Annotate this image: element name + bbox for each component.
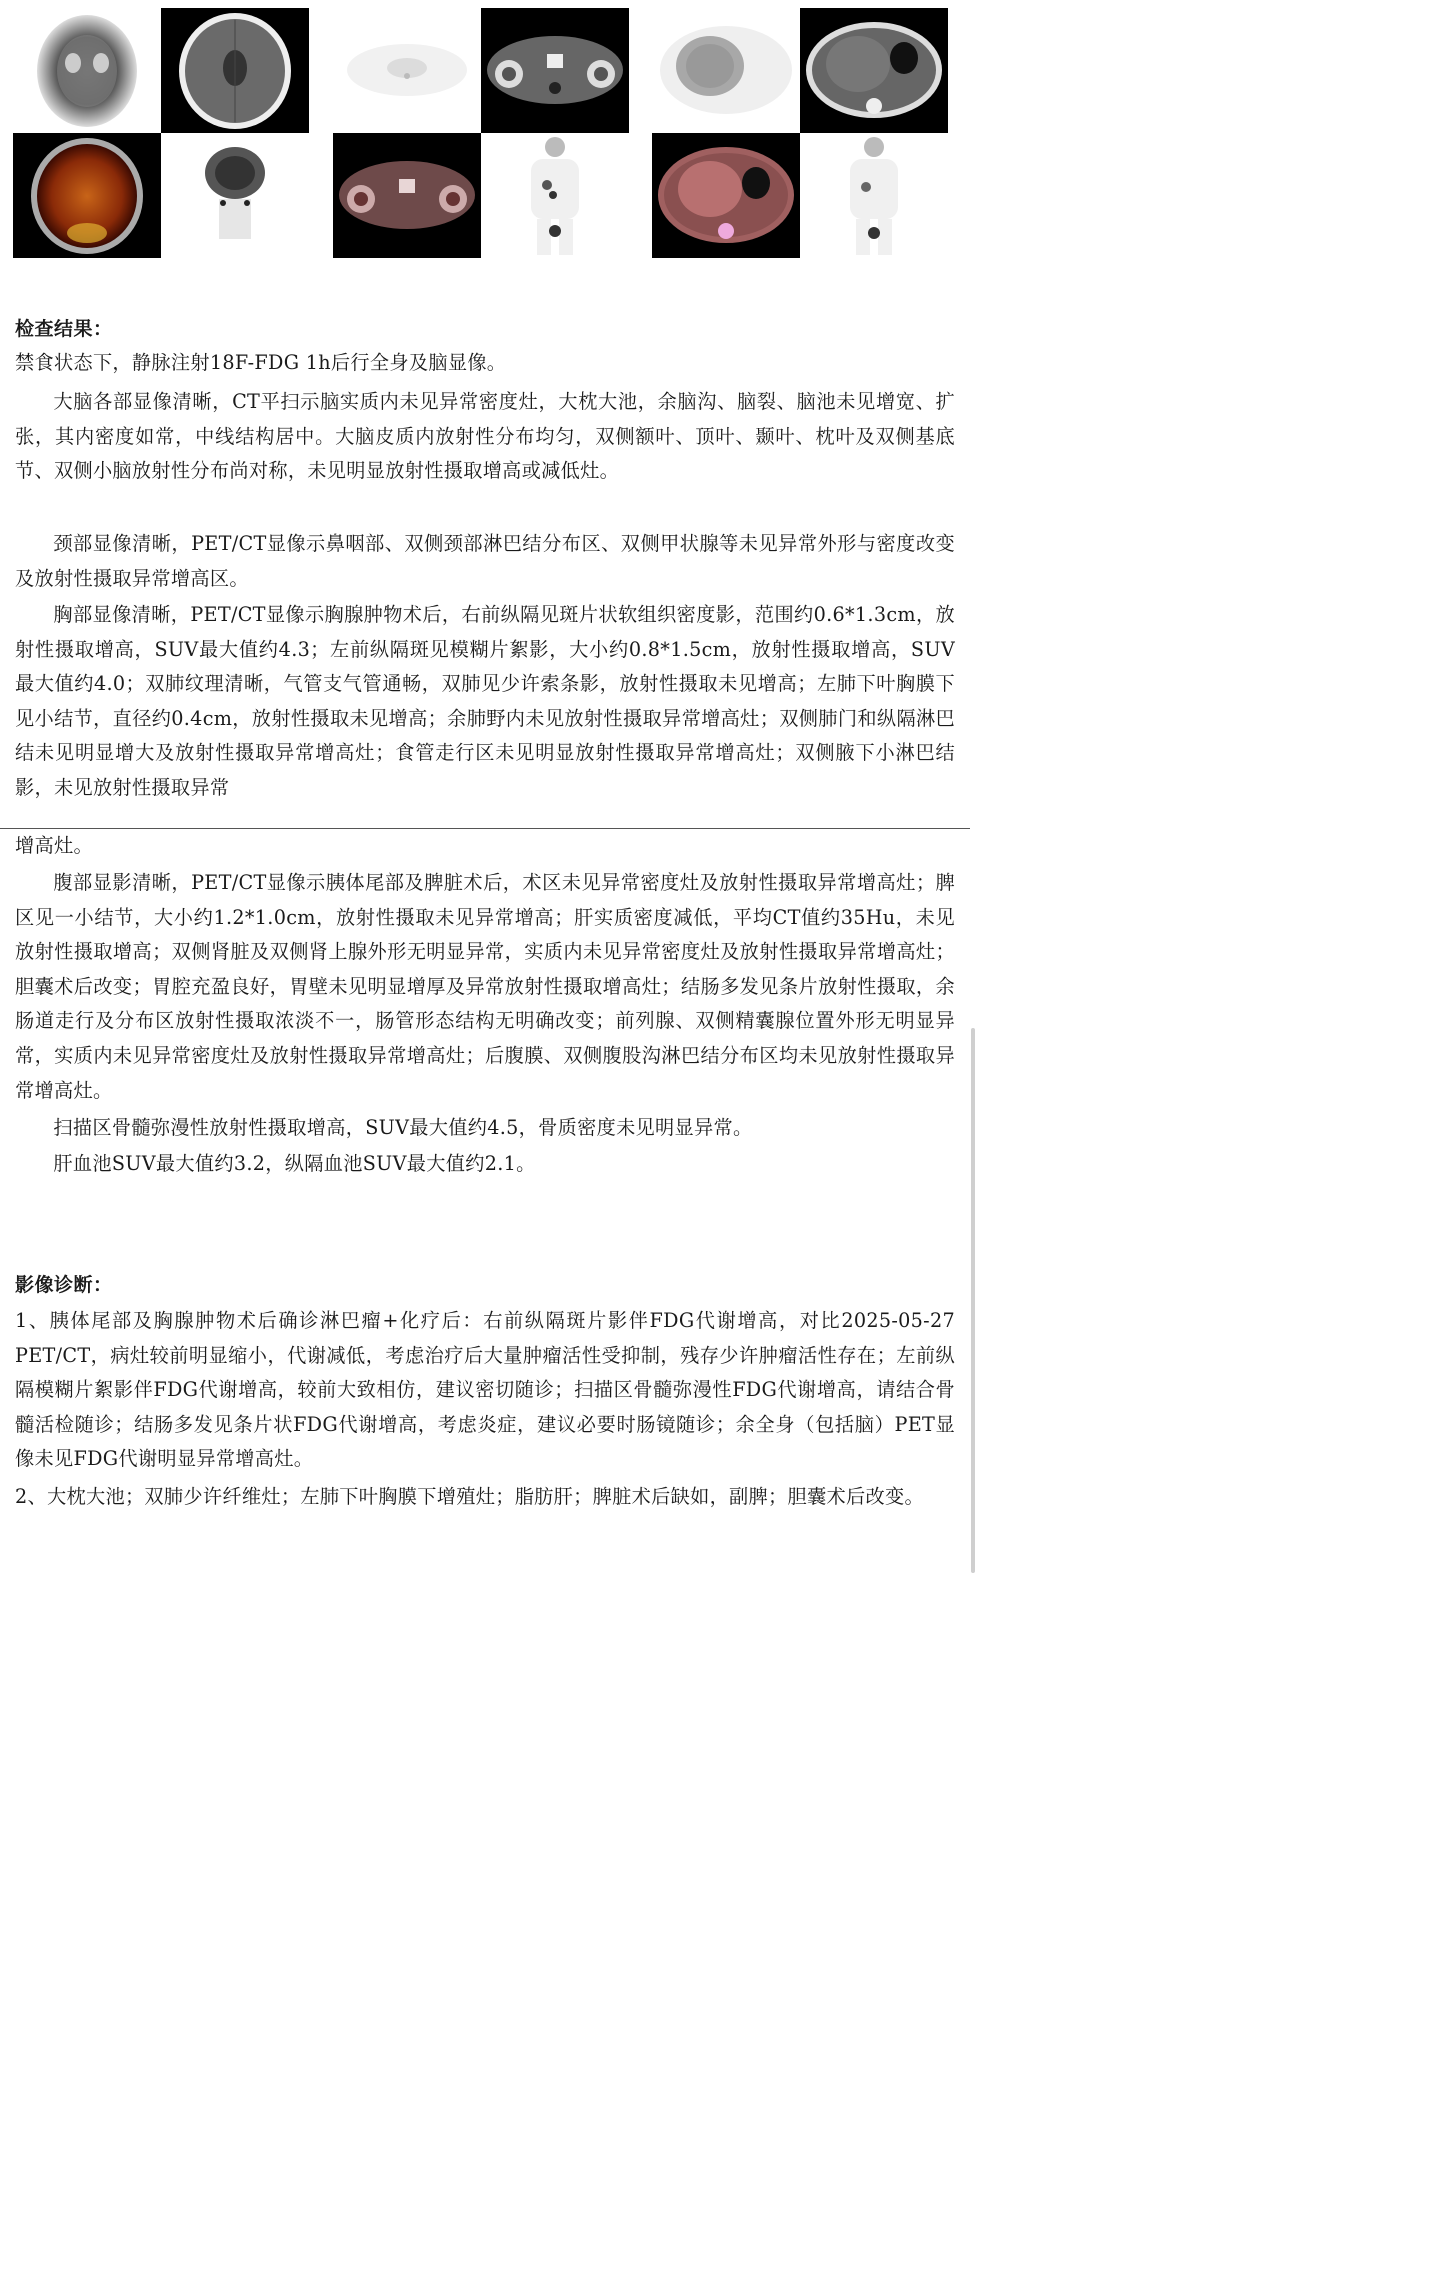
diagnosis-title: 影像诊断： [15,1274,113,1296]
scrollbar[interactable] [971,1028,975,1573]
abdomen-wholebody-mip-image [800,133,948,258]
neck-pet-ct-panel [333,8,629,258]
abdomen-ct-axial-image [800,8,948,133]
neck-ct-axial-image [481,8,629,133]
findings-chest-continued: 增高灶。 [15,834,93,857]
findings-brain: 大脑各部显像清晰，CT平扫示脑实质内未见异常密度灶，大枕大池，余脑沟、脑裂、脑池未见增宽、扩张，其内密度如常，中线结构居中。大脑皮质内放射性分布均匀，双侧额叶、顶叶、颞叶、枕叶及双侧基底节、双侧小脑放射性分布尚对称，未见明显放射性摄取增高或减低灶。 [15,390,955,483]
brain-ct-axial-image [161,8,309,133]
neck-pet-axial-image [333,8,481,133]
brain-fusion-axial-image [13,133,161,258]
findings-neck: 颈部显像清晰，PET/CT显像示鼻咽部、双侧颈部淋巴结分布区、双侧甲状腺等未见异常外形与密度改变及放射性摄取异常增高区。 [15,532,955,590]
brain-mip-coronal-image [161,133,309,258]
brain-pet-axial-image [13,8,161,133]
diagnosis-item-2: 2、大枕大池；双肺少许纤维灶；左肺下叶胸膜下增殖灶；脂肪肝；脾脏术后缺如，副脾；胆囊术后改变。 [15,1485,924,1508]
abdomen-pet-ct-panel [652,8,948,258]
findings-bone: 扫描区骨髓弥漫性放射性摄取增高，SUV最大值约4.5，骨质密度未见明显异常。 [53,1116,753,1139]
findings-intro: 禁食状态下，静脉注射18F-FDG 1h后行全身及脑显像。 [15,351,507,374]
findings-chest: 胸部显像清晰，PET/CT显像示胸腺肿物术后，右前纵隔见斑片状软组织密度影，范围约0.6*1.3cm，放射性摄取增高，SUV最大值约4.3；左前纵隔斑见模糊片絮影，大小约0.8*1.5cm，放射性摄取增高，SUV最大值约4.0；双肺纹理清晰，气管支气管通畅，双肺见少许索条影，放射性摄取未见增高；左肺下叶胸膜下见小结节，直径约0.4cm，放射性摄取未见增高；余肺野内未见放射性摄取异常增高灶；双侧肺门和纵隔淋巴结未见明显增大及放射性摄取异常增高灶；食管走行区未见明显放射性摄取异常增高灶；双侧腋下小淋巴结影，未见放射性摄取异常 [15,603,955,799]
abdomen-fusion-axial-image [652,133,800,258]
brain-pet-ct-panel [13,8,309,258]
neck-fusion-axial-image [333,133,481,258]
neck-wholebody-mip-image [481,133,629,258]
findings-abdomen: 腹部显影清晰，PET/CT显像示胰体尾部及脾脏术后，术区未见异常密度灶及放射性摄取异常增高灶；脾区见一小结节，大小约1.2*1.0cm，放射性摄取未见异常增高；肝实质密度减低，平均CT值约35Hu，未见放射性摄取增高；双侧肾脏及双侧肾上腺外形无明显异常，实质内未见异常密度灶及放射性摄取异常增高灶；胆囊术后改变；胃腔充盈良好，胃壁未见明显增厚及异常放射性摄取增高灶；结肠多发见条片放射性摄取，余肠道走行及分布区放射性摄取浓淡不一，肠管形态结构无明确改变；前列腺、双侧精囊腺位置外形无明显异常，实质内未见异常密度灶及放射性摄取异常增高灶；后腹膜、双侧腹股沟淋巴结分布区均未见放射性摄取异常增高灶。 [15,871,955,1102]
findings-blood-pool: 肝血池SUV最大值约3.2，纵隔血池SUV最大值约2.1。 [53,1152,536,1175]
abdomen-pet-axial-image [652,8,800,133]
diagnosis-item-1: 1、胰体尾部及胸腺肿物术后确诊淋巴瘤+化疗后：右前纵隔斑片影伴FDG代谢增高，对比2025-05-27 PET/CT，病灶较前明显缩小，代谢减低，考虑治疗后大量肿瘤活性受抑制，残存少许肿瘤活性存在；左前纵隔模糊片絮影伴FDG代谢增高，较前大致相仿，建议密切随诊；扫描区骨髓弥漫性FDG代谢增高，请结合骨髓活检随诊；结肠多发见条片状FDG代谢增高，考虑炎症，建议必要时肠镜随诊；余全身（包括脑）PET显像未见FDG代谢明显异常增高灶。 [15,1309,955,1471]
findings-title: 检查结果： [15,318,113,340]
